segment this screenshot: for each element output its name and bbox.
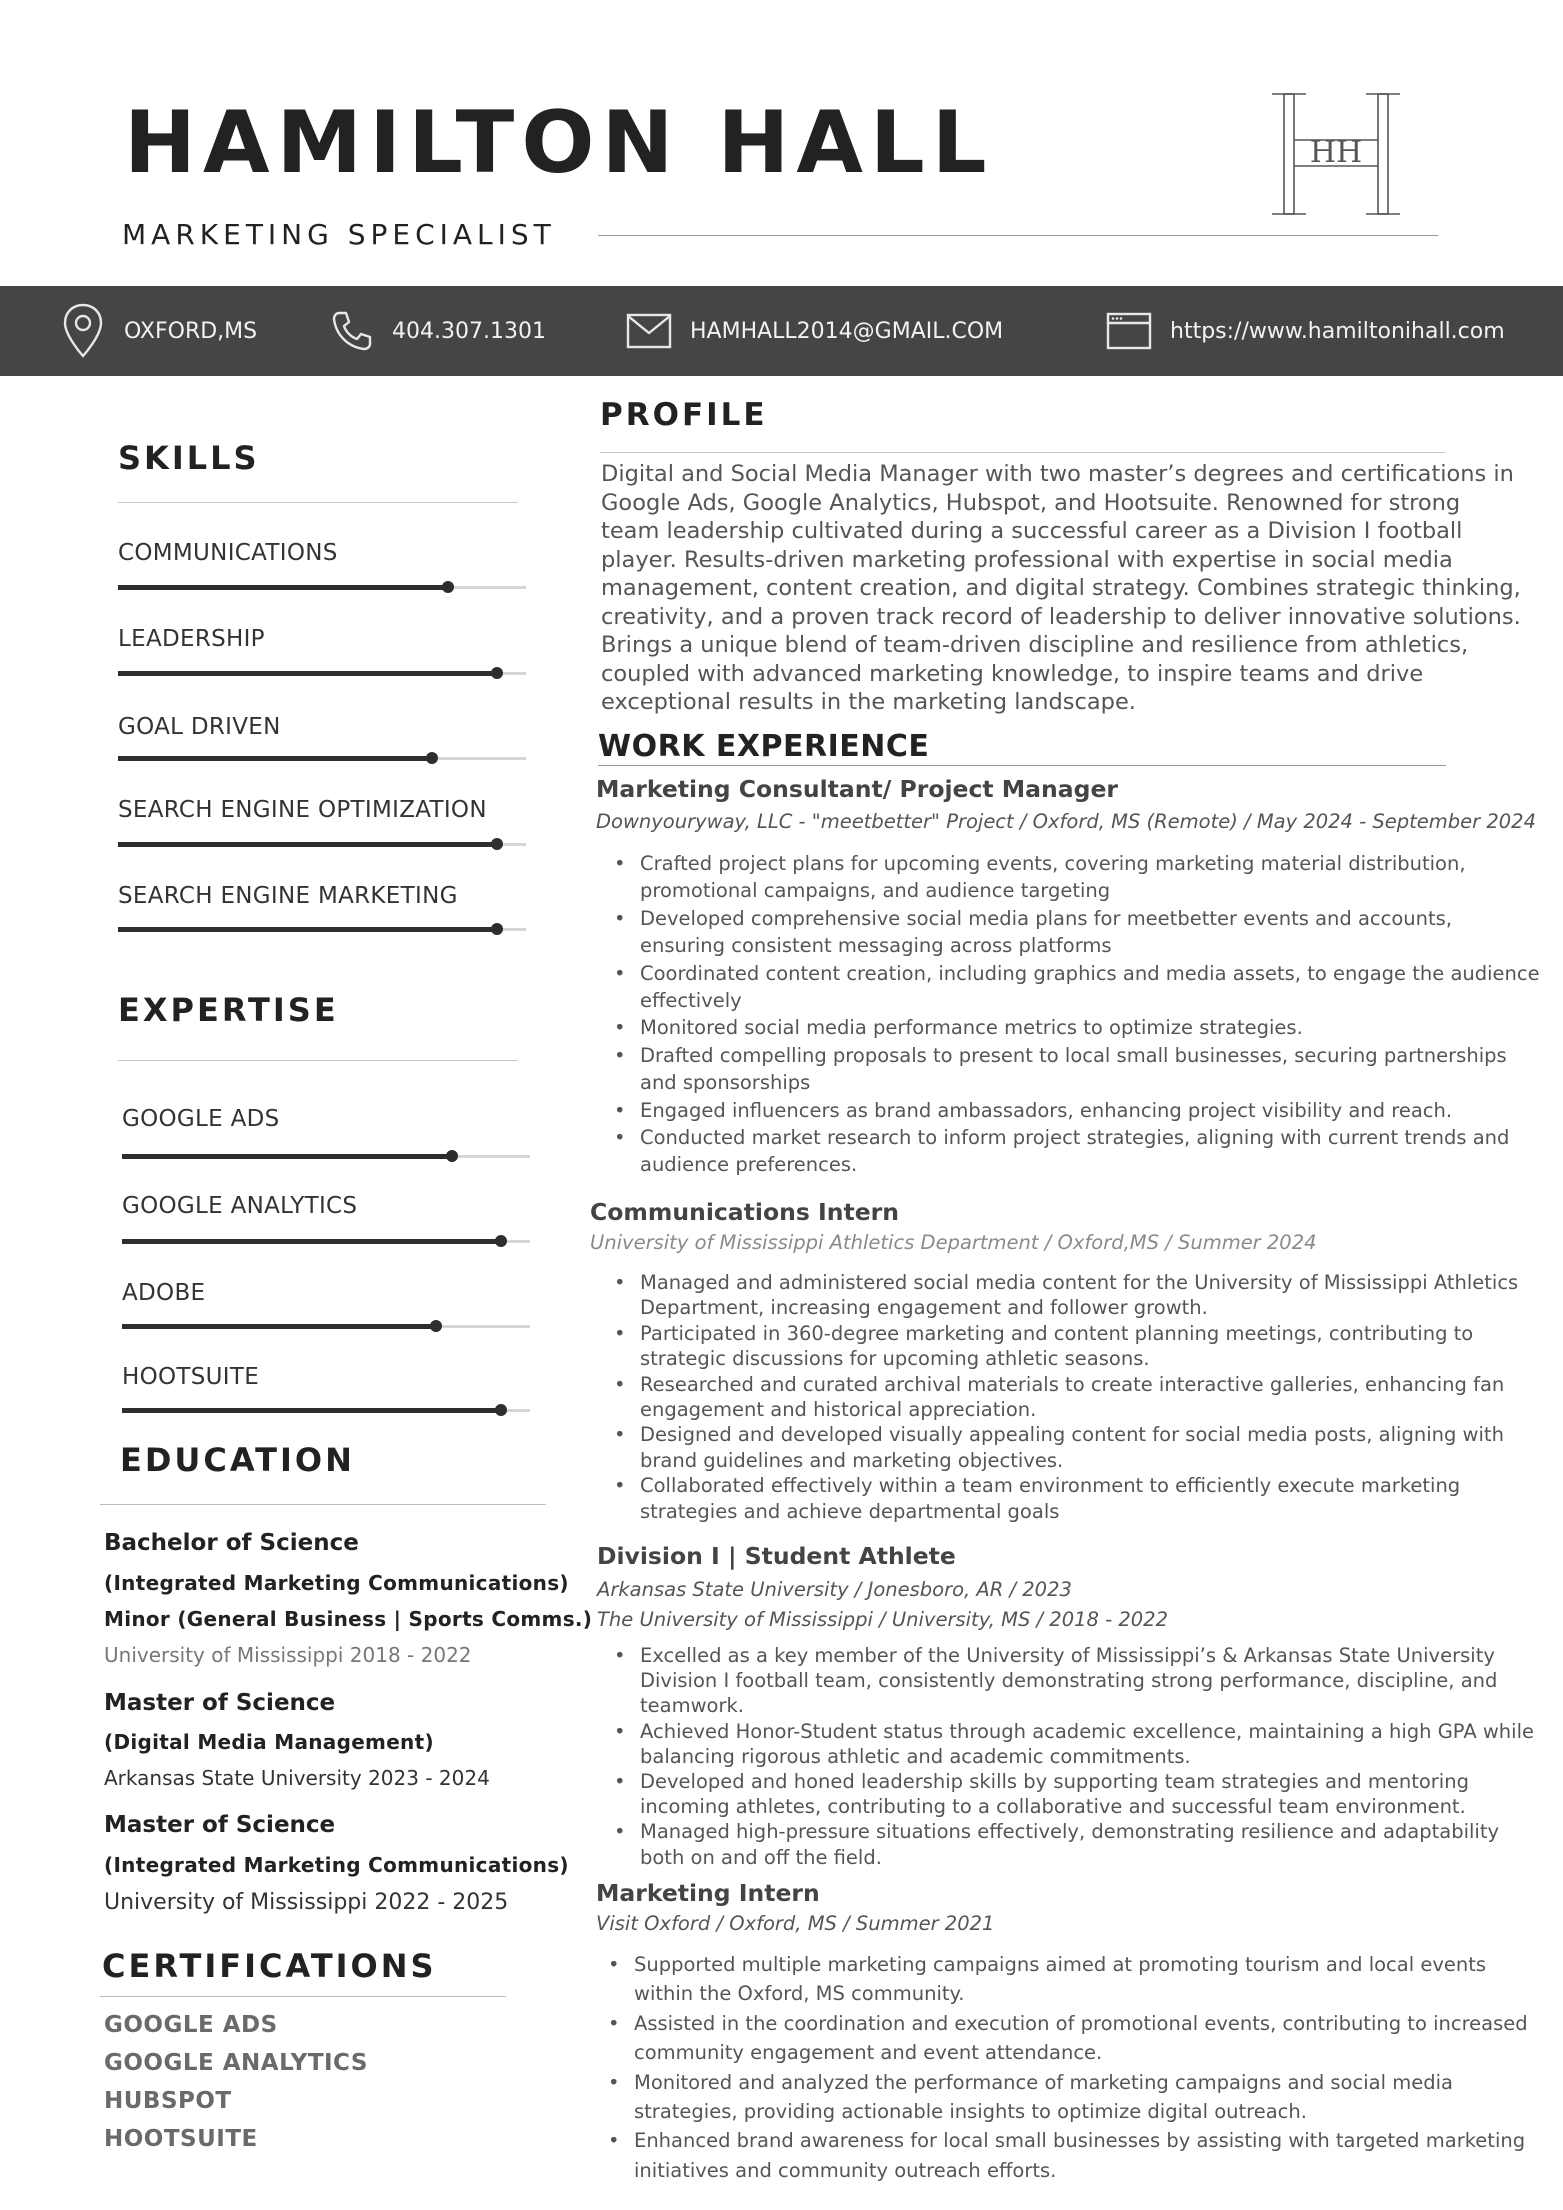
bullet-item: • Excelled as a key member of the University of Mississippi’s & Arkansas State University Division I football team, consistently demonstrating strong performance, discipline, and teamwork. (602, 1643, 1542, 1719)
degree-title: Master of Science (104, 1690, 336, 1716)
expertise-bar-handle (430, 1320, 442, 1332)
skill-bar-fill (118, 585, 448, 590)
contact-email (626, 286, 1003, 376)
bullet-item: • Assisted in the coordination and execution of promotional events, contributing to increased community engagement and event attendance. (596, 2009, 1536, 2068)
bullet-item: • Achieved Honor-Student status through academic excellence, maintaining a high GPA while balancing rigorous athletic and academic commitments. (602, 1719, 1542, 1769)
job-title: Communications Intern (590, 1198, 899, 1226)
certification-item: HOOTSUITE (104, 2126, 258, 2152)
certification-item: HUBSPOT (104, 2088, 232, 2114)
expertise-bar (122, 1155, 530, 1158)
skill-bar-handle (491, 923, 503, 935)
job-bullets (602, 1270, 1542, 1524)
degree-title: Bachelor of Science (104, 1530, 359, 1556)
skill-bar (118, 672, 526, 675)
skill-bar (118, 928, 526, 931)
job-title: Marketing Consultant/ Project Manager (596, 775, 1118, 803)
degree-school: University of Mississippi 2022 - 2025 (104, 1890, 509, 1915)
skills-divider (118, 502, 518, 503)
certification-item: GOOGLE ADS (104, 2012, 278, 2038)
skill-label: GOAL DRIVEN (118, 714, 281, 740)
expertise-bar-fill (122, 1408, 501, 1413)
skill-bar-handle (442, 581, 454, 593)
bullet-item: • Developed and honed leadership skills by supporting team strategies and mentoring incoming athletes, contributing to a collaborative and successful team environment. (602, 1769, 1542, 1819)
profile-summary: Digital and Social Media Manager with two master’s degrees and certifications in Google Ads, Google Analytics, Hubspot, and Hootsuite. Renowned for strong team leadership cultivated during a successful career as a Division I football player. Results-driven marketing professional with expertise in social media management, content creation, and digital strategy. Combines strategic thinking, creativity, and a proven track record of leadership to deliver innovative solutions. Brings a unique blend of team-driven discipline and resilience from athletics, coupled with advanced marketing knowledge, to inspire teams and drive exceptional results in the marketing landscape. (601, 461, 1521, 715)
expertise-bar-handle (446, 1150, 458, 1162)
contact-location (60, 286, 257, 376)
bullet-item: • Drafted compelling proposals to present to local small businesses, securing partnerships and sponsorships (602, 1042, 1542, 1097)
skill-bar-fill (118, 927, 497, 932)
education-divider (100, 1504, 546, 1505)
skill-label: SEARCH ENGINE OPTIMIZATION (118, 797, 487, 823)
job-bullets (602, 1643, 1542, 1870)
bullet-item: • Monitored social media performance metrics to optimize strategies. (602, 1014, 1542, 1041)
expertise-label: GOOGLE ANALYTICS (122, 1193, 358, 1219)
title-divider (598, 235, 1438, 236)
location-pin-icon (60, 302, 106, 360)
skill-bar-fill (118, 756, 432, 761)
bullet-item: • Engaged influencers as brand ambassadors, enhancing project visibility and reach. (602, 1097, 1542, 1124)
bullet-item: • Collaborated effectively within a team environment to efficiently execute marketing strategies and achieve departmental goals (602, 1473, 1542, 1524)
degree-school: University of Mississippi 2018 - 2022 (104, 1643, 472, 1667)
bullet-item: • Designed and developed visually appealing content for social media posts, aligning with brand guidelines and marketing objectives. (602, 1422, 1542, 1473)
expertise-bar-fill (122, 1154, 452, 1159)
expertise-heading: EXPERTISE (118, 991, 339, 1029)
email-link[interactable]: HAMHALL2014@GMAIL.COM (690, 318, 1004, 344)
bullet-item: • Enhanced brand awareness for local small businesses by assisting with targeted marketing initiatives and community outreach efforts. (596, 2126, 1536, 2185)
degree-detail: (Integrated Marketing Communications) (104, 1853, 569, 1877)
expertise-divider (118, 1060, 518, 1061)
candidate-name: HAMILTON HALL (124, 93, 994, 193)
certifications-heading: CERTIFICATIONS (102, 1947, 437, 1985)
work-experience-heading: WORK EXPERIENCE (598, 729, 930, 764)
certifications-divider (100, 1996, 506, 1997)
skill-label: COMMUNICATIONS (118, 540, 338, 566)
bullet-item: • Coordinated content creation, including graphics and media assets, to engage the audience effectively (602, 960, 1542, 1015)
degree-detail: Minor (General Business | Sports Comms.) (104, 1607, 593, 1631)
job-meta: University of Mississippi Athletics Department / Oxford,MS / Summer 2024 (590, 1231, 1317, 1254)
website-link[interactable]: https://www.hamiltonihall.com (1170, 318, 1505, 344)
skill-bar (118, 757, 526, 760)
contact-phone (330, 286, 546, 376)
monogram-logo (1268, 88, 1418, 220)
profile-heading: PROFILE (600, 397, 768, 433)
phone-text[interactable]: 404.307.1301 (392, 318, 546, 344)
bullet-item: • Supported multiple marketing campaigns aimed at promoting tourism and local events within the Oxford, MS community. (596, 1950, 1536, 2009)
bullet-item: • Participated in 360-degree marketing and content planning meetings, contributing to strategic discussions for upcoming athletic seasons. (602, 1321, 1542, 1372)
skill-bar (118, 586, 526, 589)
bullet-item: • Developed comprehensive social media plans for meetbetter events and accounts, ensuring consistent messaging across platforms (602, 905, 1542, 960)
degree-title: Master of Science (104, 1812, 336, 1838)
work-experience-divider (598, 765, 1446, 766)
job-bullets (602, 850, 1542, 1179)
job-bullets (596, 1950, 1536, 2185)
expertise-bar (122, 1409, 530, 1412)
expertise-bar-handle (495, 1235, 507, 1247)
skills-heading: SKILLS (118, 439, 260, 477)
expertise-label: ADOBE (122, 1280, 206, 1306)
bullet-item: • Managed and administered social media content for the University of Mississippi Athletics Department, increasing engagement and follower growth. (602, 1270, 1542, 1321)
expertise-bar (122, 1240, 530, 1243)
expertise-label: HOOTSUITE (122, 1364, 260, 1390)
envelope-icon (626, 311, 672, 351)
profile-divider (600, 452, 1445, 453)
bullet-item: • Crafted project plans for upcoming events, covering marketing material distribution, promotional campaigns, and audience targeting (602, 850, 1542, 905)
degree-detail: (Digital Media Management) (104, 1730, 434, 1754)
degree-detail: (Integrated Marketing Communications) (104, 1571, 569, 1595)
skill-bar-fill (118, 842, 497, 847)
job-title: Marketing Intern (596, 1879, 820, 1907)
skill-bar-handle (426, 752, 438, 764)
browser-window-icon (1106, 311, 1152, 351)
job-meta: Downyouryway, LLC - "meetbetter" Project / Oxford, MS (Remote) / May 2024 - September 2024 (596, 810, 1536, 833)
contact-bar (0, 286, 1563, 376)
job-meta: Arkansas State University / Jonesboro, AR / 2023 (597, 1578, 1072, 1601)
bullet-item: • Monitored and analyzed the performance of marketing campaigns and social media strategies, providing actionable insights to optimize digital outreach. (596, 2068, 1536, 2127)
skill-label: SEARCH ENGINE MARKETING (118, 883, 458, 909)
skill-label: LEADERSHIP (118, 626, 265, 652)
svg-text:HH: HH (1309, 135, 1363, 170)
degree-school: Arkansas State University 2023 - 2024 (104, 1766, 490, 1790)
bullet-item: • Managed high-pressure situations effectively, demonstrating resilience and adaptability both on and off the field. (602, 1819, 1542, 1869)
expertise-bar-handle (495, 1404, 507, 1416)
contact-website (1106, 286, 1505, 376)
expertise-bar-fill (122, 1239, 501, 1244)
skill-bar-fill (118, 671, 497, 676)
bullet-item: • Researched and curated archival materials to create interactive galleries, enhancing fan engagement and historical appreciation. (602, 1372, 1542, 1423)
education-heading: EDUCATION (120, 1441, 355, 1479)
bullet-item: • Conducted market research to inform project strategies, aligning with current trends and audience preferences. (602, 1124, 1542, 1179)
job-meta: Visit Oxford / Oxford, MS / Summer 2021 (596, 1912, 995, 1935)
skill-bar-handle (491, 667, 503, 679)
expertise-label: GOOGLE ADS (122, 1106, 280, 1132)
job-title-heading: MARKETING SPECIALIST (122, 218, 556, 251)
expertise-bar (122, 1325, 530, 1328)
certification-item: GOOGLE ANALYTICS (104, 2050, 368, 2076)
phone-icon (330, 309, 374, 353)
expertise-bar-fill (122, 1324, 436, 1329)
job-meta: The University of Mississippi / University, MS / 2018 - 2022 (597, 1608, 1168, 1631)
job-title: Division I | Student Athlete (597, 1542, 956, 1570)
skill-bar (118, 843, 526, 846)
location-text: OXFORD,MS (124, 318, 258, 344)
skill-bar-handle (491, 838, 503, 850)
